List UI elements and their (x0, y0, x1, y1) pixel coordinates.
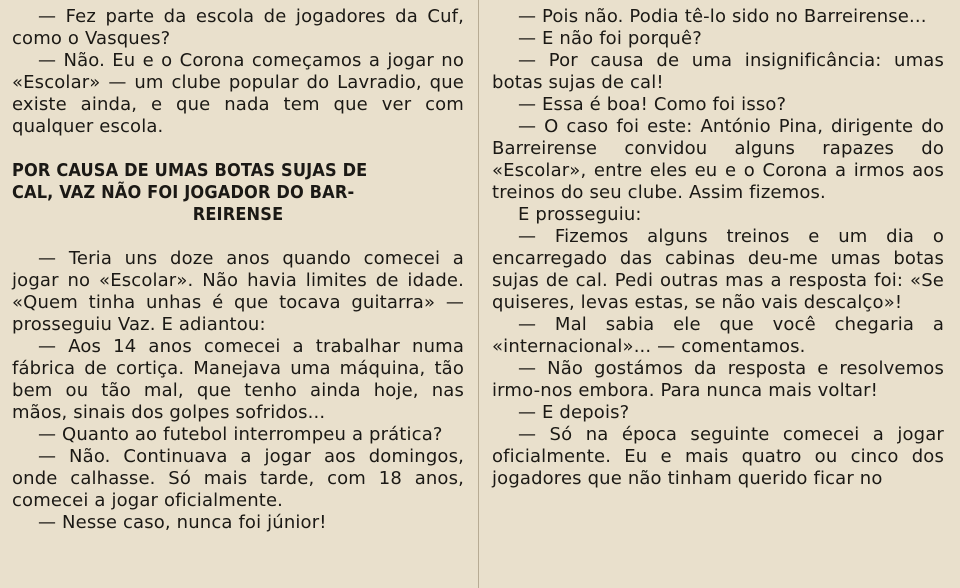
paragraph: — Quanto ao futebol interrompeu a prática? (38, 424, 443, 445)
section-heading (12, 160, 464, 226)
paragraph: — Teria uns doze anos quando comecei a jogar no «Escolar». Não havia limites de idade. «Quem tinha unhas é que tocava guitarra» — prosseguiu Vaz. E adiantou: (12, 248, 464, 335)
paragraph: — O caso foi este: António Pina, dirigente do Barreirense convidou alguns rapazes do «Escolar», entre eles eu e o Corona a irmos aos treinos do seu clube. Assim fizemos. (492, 116, 944, 203)
paragraph: — Essa é boa! Como foi isso? (518, 94, 787, 115)
paragraph: — Nesse caso, nunca foi júnior! (38, 512, 327, 533)
spacer (12, 226, 464, 248)
paragraph: — E não foi porquê? (518, 28, 702, 49)
paragraph: — Só na época seguinte comecei a jogar oficialmente. Eu e mais quatro ou cinco dos jogadores que não tinham querido ficar no (492, 424, 944, 489)
paragraph: — Não. Eu e o Corona começamos a jogar no «Escolar» — um clube popular do Lavradio, que existe ainda, e que nada tem que ver com qualquer escola. (12, 50, 464, 137)
paragraph: — Fez parte da escola de jogadores da Cuf, como o Vasques? (12, 6, 464, 49)
right-column (492, 6, 944, 490)
spacer (12, 138, 464, 160)
heading-line: CAL, VAZ NÃO FOI JOGADOR DO BAR- (12, 182, 355, 203)
paragraph: — Fizemos alguns treinos e um dia o encarregado das cabinas deu-me umas botas sujas de cal. Pedi outras mas a resposta foi: «Se quiseres, levas estas, se não vais descalço»! (492, 226, 944, 313)
paragraph: — Aos 14 anos comecei a trabalhar numa fábrica de cortiça. Manejava uma máquina, tão bem ou tão mal, que tenho ainda hoje, nas mãos, sinais dos golpes sofridos... (12, 336, 464, 423)
left-column (12, 6, 464, 534)
paragraph: — Mal sabia ele que você chegaria a «internacional»... — comentamos. (492, 314, 944, 357)
paragraph: — Não. Continuava a jogar aos domingos, onde calhasse. Só mais tarde, com 18 anos, comecei a jogar oficialmente. (12, 446, 464, 511)
heading-line: POR CAUSA DE UMAS BOTAS SUJAS DE (12, 160, 368, 181)
paragraph: — Não gostámos da resposta e resolvemos irmo-nos embora. Para nunca mais voltar! (492, 358, 944, 401)
paragraph: — E depois? (518, 402, 630, 423)
paragraph: E prosseguiu: (518, 204, 642, 225)
column-divider (478, 0, 479, 588)
paragraph: — Pois não. Podia tê-lo sido no Barreirense... (518, 6, 927, 27)
heading-line: REIRENSE (192, 204, 284, 225)
paragraph: — Por causa de uma insignificância: umas botas sujas de cal! (492, 50, 944, 93)
